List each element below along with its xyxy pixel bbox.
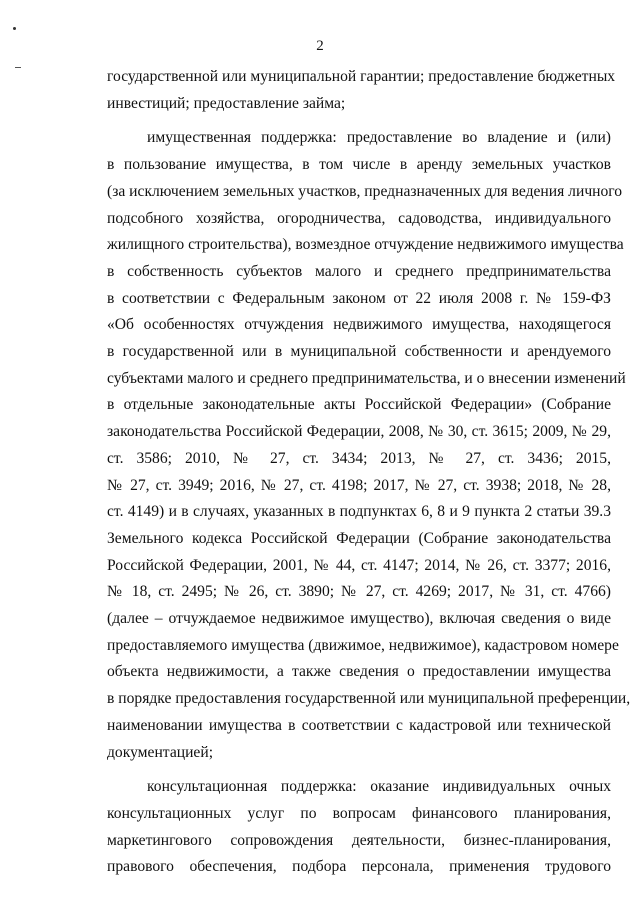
text-line: объекта недвижимости, а также сведения о предоставлении имущества bbox=[107, 663, 611, 681]
text-line: в государственной или в муниципальной собственности и арендуемого bbox=[107, 343, 611, 361]
text-line: государственной или муниципальной гарантии; предоставление бюджетных bbox=[107, 68, 616, 85]
document-body bbox=[107, 64, 631, 881]
paragraph-1 bbox=[107, 64, 616, 117]
text-line: законодательства Российской Федерации, 2008, № 30, ст. 3615; 2009, № 29, bbox=[107, 423, 611, 441]
scan-mark-dash bbox=[15, 67, 21, 68]
text-line: ст. 3586; 2010, № 27, ст. 3434; 2013, № 27, ст. 3436; 2015, bbox=[107, 449, 611, 467]
text-line: в порядке предоставления государственной или муниципальной преференции, bbox=[107, 690, 631, 708]
text-line: (за исключением земельных участков, предназначенных для ведения личного bbox=[107, 182, 623, 200]
text-line: (далее – отчуждаемое недвижимое имущество), включая сведения о виде bbox=[107, 610, 611, 628]
text-line: документацией; bbox=[107, 743, 214, 761]
text-line: Российской Федерации, 2001, № 44, ст. 4147; 2014, № 26, ст. 3377; 2016, bbox=[107, 556, 611, 574]
text-line: наименовании имущества в соответствии с кадастровой или технической bbox=[107, 716, 611, 734]
text-line: консультационная поддержка: оказание индивидуальных очных bbox=[147, 778, 611, 796]
text-line: предоставляемого имущества (движимое, недвижимое), кадастровом номере bbox=[107, 636, 619, 654]
text-line: в пользование имущества, в том числе в аренду земельных участков bbox=[107, 156, 611, 174]
paragraph-2 bbox=[107, 125, 631, 766]
text-line: жилищного строительства), возмездное отчуждение недвижимого имущества bbox=[107, 236, 624, 254]
text-line: в собственность субъектов малого и среднего предпринимательства bbox=[107, 262, 611, 280]
text-line: Земельного кодекса Российской Федерации (Собрание законодательства bbox=[107, 529, 611, 547]
text-line: в соответствии с Федеральным законом от 22 июля 2008 г. № 159-ФЗ bbox=[107, 289, 611, 307]
text-line: № 18, ст. 2495; № 26, ст. 3890; № 27, ст. 4269; 2017, № 31, ст. 4766) bbox=[107, 583, 611, 601]
text-line: подсобного хозяйства, огородничества, садоводства, индивидуального bbox=[107, 209, 611, 227]
paragraph-3 bbox=[107, 774, 611, 881]
text-line: правового обеспечения, подбора персонала, применения трудового bbox=[107, 858, 611, 876]
text-line: «Об особенностях отчуждения недвижимого имущества, находящегося bbox=[107, 316, 611, 334]
text-line: имущественная поддержка: предоставление во владение и (или) bbox=[147, 129, 611, 147]
text-line: субъектами малого и среднего предпринимательства, и о внесении изменений bbox=[107, 369, 626, 387]
text-line: маркетингового сопровождения деятельности, бизнес-планирования, bbox=[107, 831, 611, 849]
text-line: № 27, ст. 3949; 2016, № 27, ст. 4198; 2017, № 27, ст. 3938; 2018, № 28, bbox=[107, 476, 611, 494]
scan-mark-dot bbox=[13, 27, 16, 30]
text-line: консультационных услуг по вопросам финансового планирования, bbox=[107, 804, 611, 822]
text-line: ст. 4149) и в случаях, указанных в подпунктах 6, 8 и 9 пункта 2 статьи 39.3 bbox=[107, 503, 611, 521]
text-line: в отдельные законодательные акты Российской Федерации» (Собрание bbox=[107, 396, 611, 414]
text-line: инвестиций; предоставление займа; bbox=[107, 94, 346, 112]
page-number: 2 bbox=[316, 38, 324, 54]
